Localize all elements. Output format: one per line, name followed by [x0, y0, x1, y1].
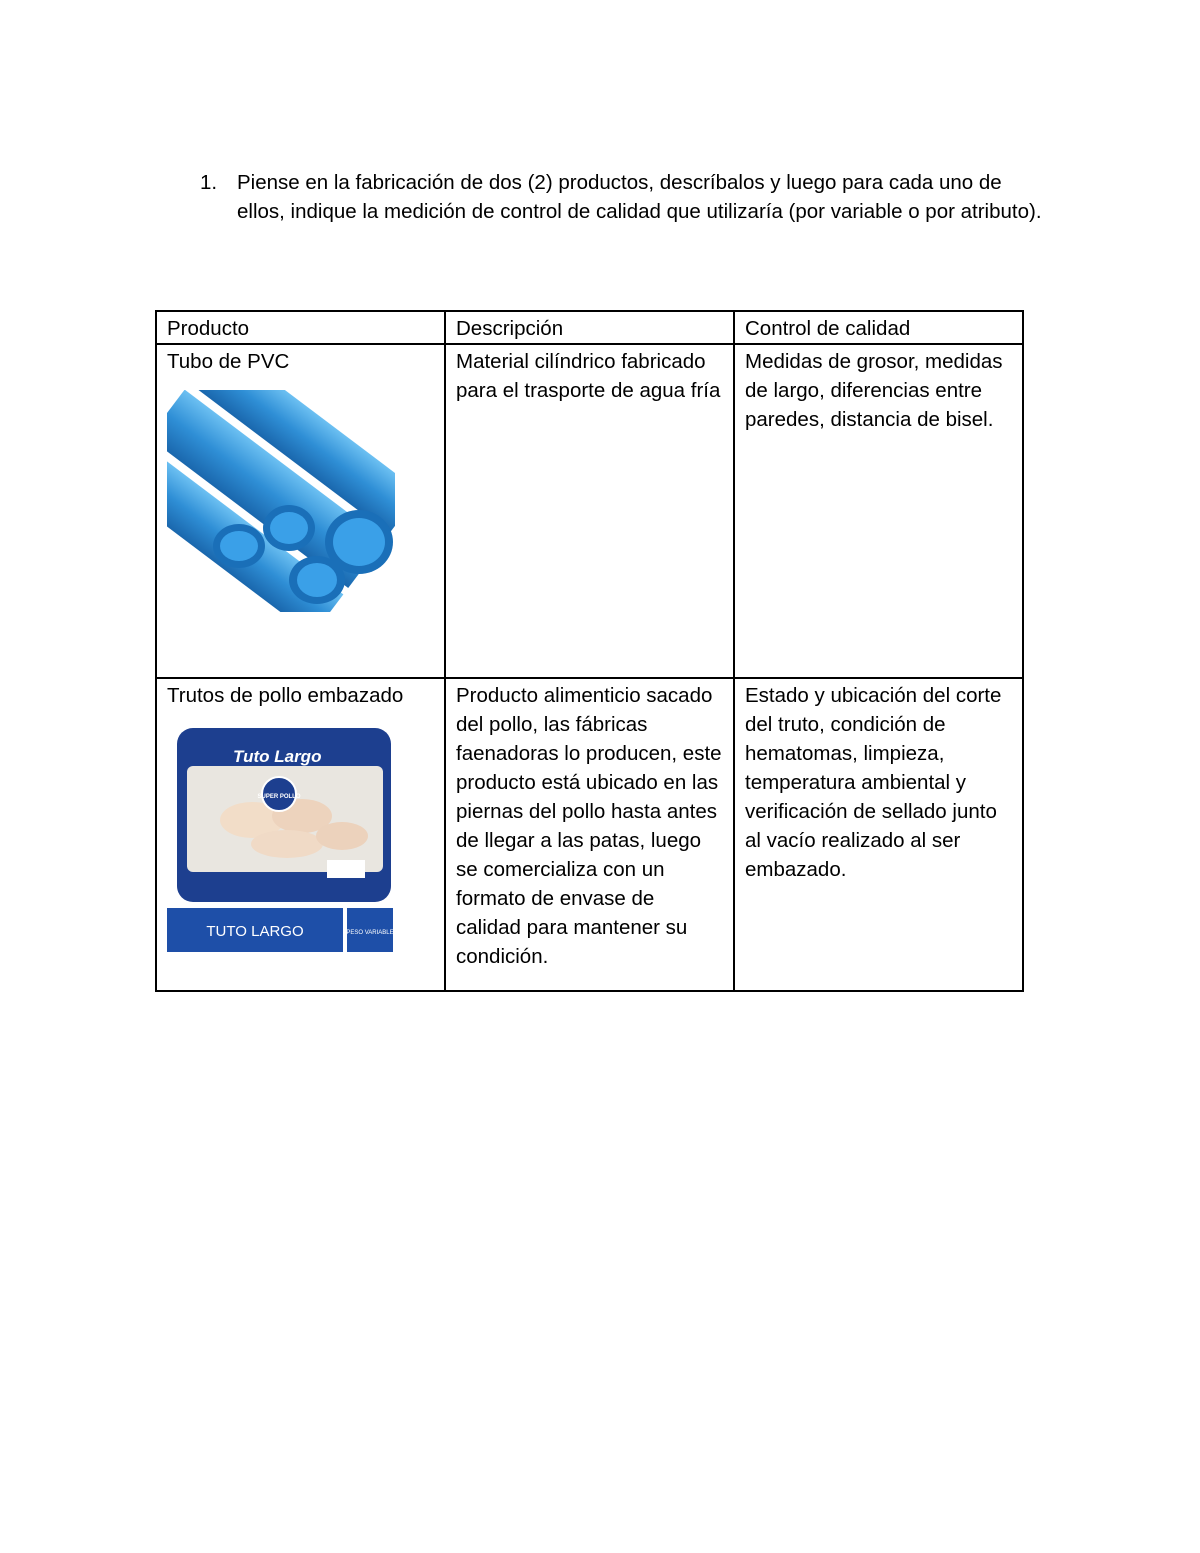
- header-control-calidad: Control de calidad: [734, 311, 1023, 344]
- pvc-pipes-image: [167, 390, 395, 612]
- product-cell: [156, 678, 445, 991]
- product-cell: [156, 344, 445, 678]
- description-cell: Producto alimenticio sacado del pollo, las fábricas faenadoras lo producen, este producto está ubicado en las piernas del pollo hasta antes de llegar a las patas, luego se comercializa con un formato de envase de calidad para mantener su condición.: [445, 678, 734, 991]
- quality-control-cell: Medidas de grosor, medidas de largo, diferencias entre paredes, distancia de bisel.: [734, 344, 1023, 678]
- table-row: [156, 344, 1023, 678]
- package-brand: SUPER POLLO: [257, 794, 301, 800]
- product-name: Tubo de PVC: [167, 350, 290, 373]
- header-producto: Producto: [156, 311, 445, 344]
- products-table: [155, 310, 1024, 992]
- description-cell: Material cilíndrico fabricado para el trasporte de agua fría: [445, 344, 734, 678]
- package-title: Tuto Largo: [233, 747, 322, 766]
- chicken-package-image: [167, 724, 395, 954]
- package-band-label: TUTO LARGO: [206, 923, 304, 940]
- product-name: Trutos de pollo embazado: [167, 684, 404, 707]
- quality-control-cell: Estado y ubicación del corte del truto, condición de hematomas, limpieza, temperatura ambiental y verificación de sellado junto al vacío realizado al ser embazado.: [734, 678, 1023, 991]
- question-number: 1.: [200, 171, 218, 194]
- package-weight-label: PESO VARIABLE: [346, 930, 394, 936]
- question-text: Piense en la fabricación de dos (2) productos, descríbalos y luego para cada uno de ellos, indique la medición de control de calidad que utilizaría (por variable o por atributo).: [237, 171, 1042, 223]
- table-row: [156, 678, 1023, 991]
- question-item: [200, 168, 1050, 226]
- header-descripcion: Descripción: [445, 311, 734, 344]
- table-header-row: [156, 311, 1023, 344]
